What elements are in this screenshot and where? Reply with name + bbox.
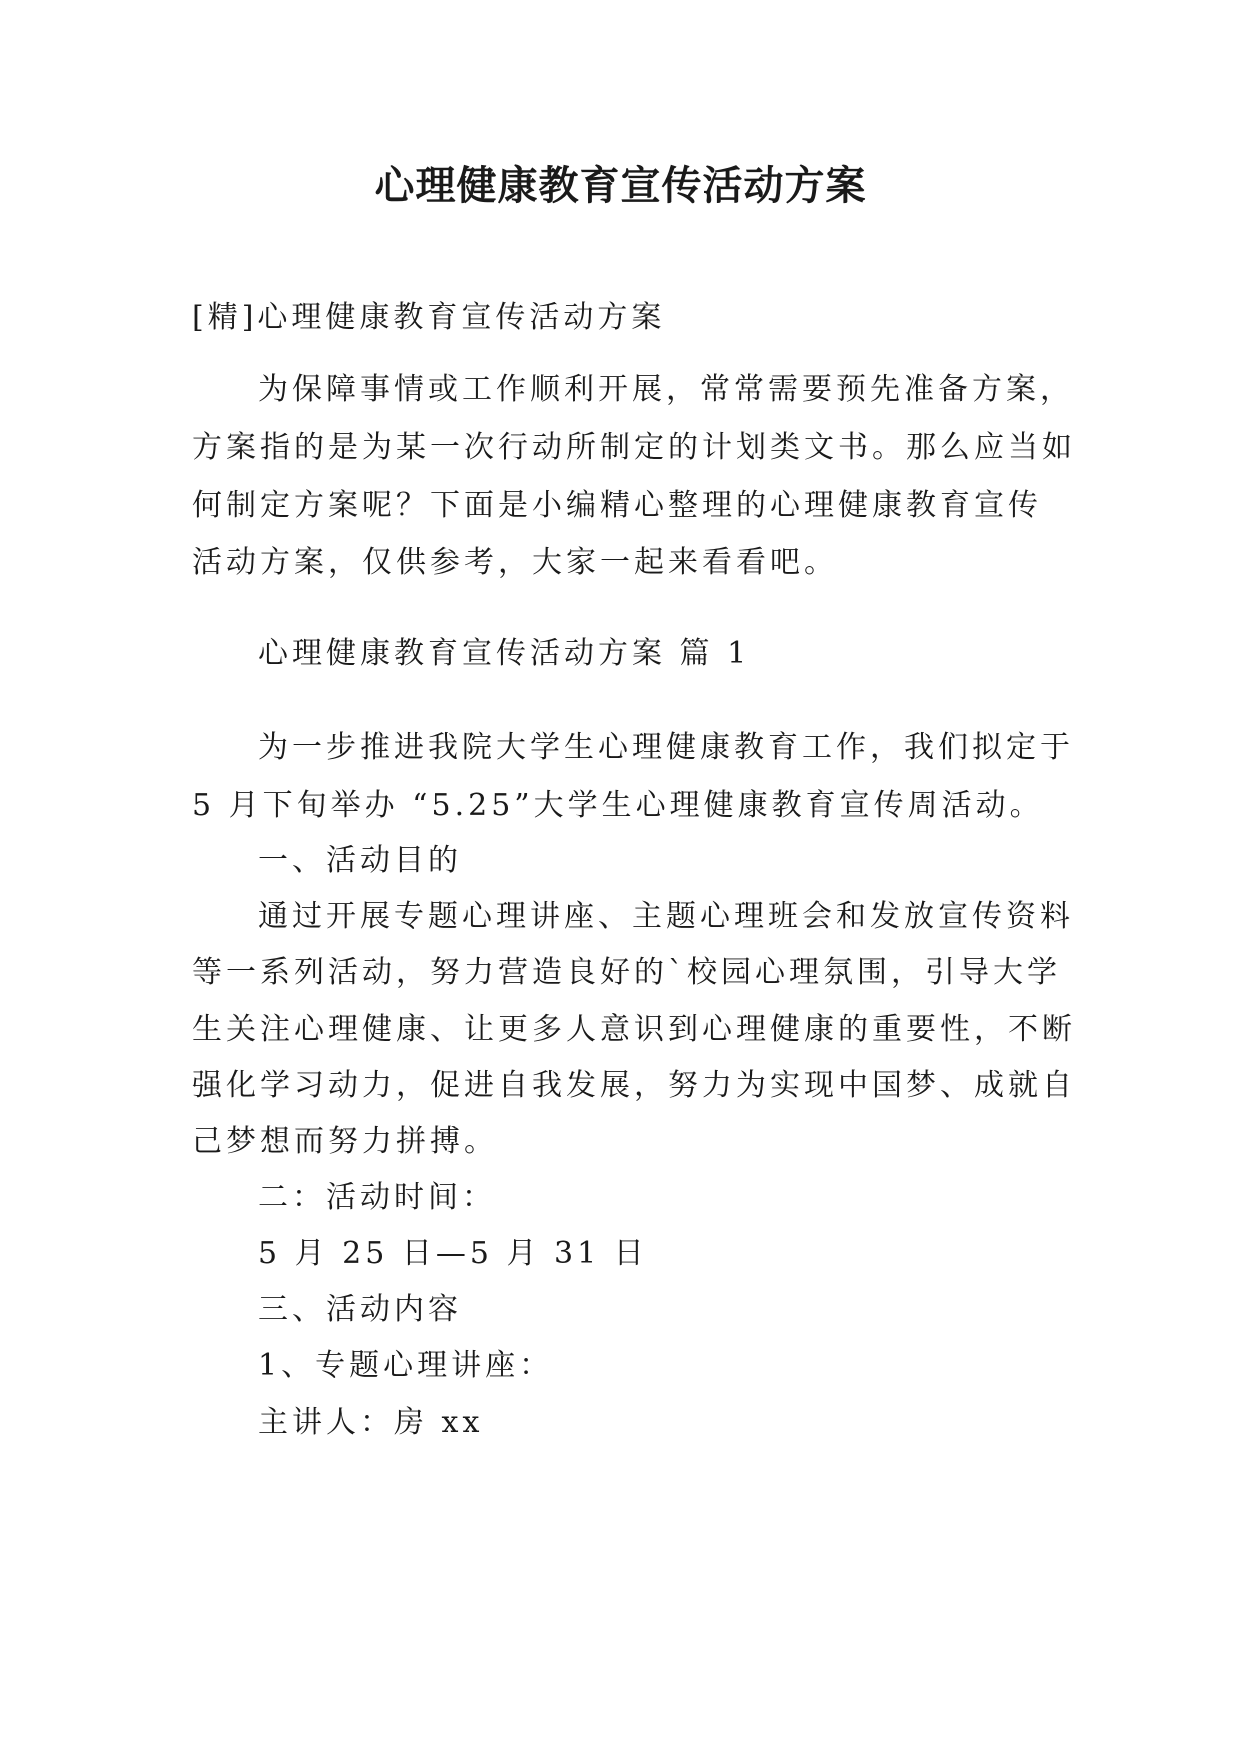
- body-heading-purpose: 一、活动目的: [258, 843, 462, 878]
- document-title: 心理健康教育宣传活动方案: [374, 162, 867, 209]
- body-line: 通过开展专题心理讲座、主题心理班会和发放宣传资料: [258, 899, 1074, 934]
- body-line-speaker: 主讲人：房 xx: [258, 1405, 484, 1440]
- document-subtitle: [精]心理健康教育宣传活动方案: [192, 300, 666, 335]
- body-heading-time: 二：活动时间：: [258, 1180, 496, 1215]
- body-line: 等一系列活动，努力营造良好的`校园心理氛围，引导大学: [192, 955, 1061, 990]
- body-line: 己梦想而努力拼搏。: [192, 1124, 498, 1159]
- intro-line: 方案指的是为某一次行动所制定的计划类文书。那么应当如: [192, 430, 1076, 465]
- body-heading-content: 三、活动内容: [258, 1292, 462, 1327]
- body-item-lecture: 1、专题心理讲座：: [258, 1348, 554, 1383]
- body-line: 生关注心理健康、让更多人意识到心理健康的重要性，不断: [192, 1012, 1076, 1047]
- section-heading: 心理健康教育宣传活动方案 篇 1: [258, 636, 751, 671]
- intro-line: 为保障事情或工作顺利开展，常常需要预先准备方案，: [258, 372, 1074, 407]
- intro-line: 活动方案，仅供参考，大家一起来看看吧。: [192, 545, 838, 580]
- body-line: 强化学习动力，促进自我发展，努力为实现中国梦、成就自: [192, 1068, 1076, 1103]
- body-line: 5 月下旬举办 “5.25”大学生心理健康教育宣传周活动。: [192, 788, 1044, 823]
- intro-line: 何制定方案呢？下面是小编精心整理的心理健康教育宣传: [192, 488, 1042, 523]
- body-line: 为一步推进我院大学生心理健康教育工作，我们拟定于: [258, 730, 1074, 765]
- body-line-date-range: 5 月 25 日—5 月 31 日: [258, 1236, 648, 1271]
